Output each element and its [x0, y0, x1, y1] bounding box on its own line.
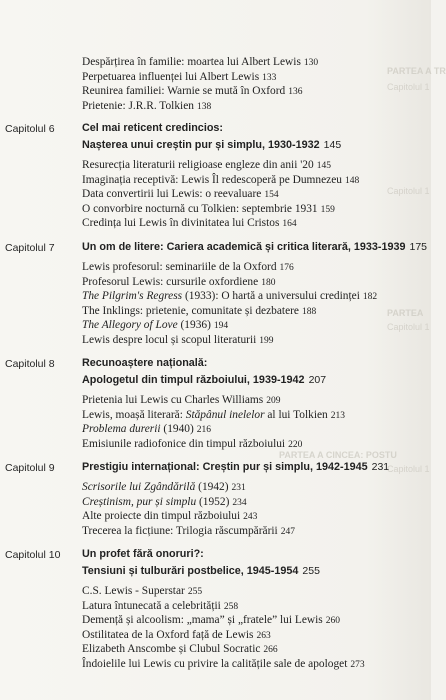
toc-entry: Credința lui Lewis în divinitatea lui Cristos 164	[82, 217, 297, 229]
toc-entry: O convorbire nocturnă cu Tolkien: septembrie 1931 159	[82, 202, 335, 215]
toc-entry: Latura întunecată a celebrității 258	[82, 599, 239, 612]
chapter-label: Capitolul 6	[5, 123, 55, 135]
toc-entry: Elizabeth Anscombe și Clubul Socratic 266	[82, 643, 278, 655]
toc-entry: Lewis despre locul și scopul literaturii 199	[82, 333, 274, 346]
toc-entry: Imaginația receptivă: Lewis Îl redescoperă pe Dumnezeu 148	[82, 173, 360, 186]
toc-entry: Reunirea familiei: Warnie se mută în Oxford 136	[82, 85, 303, 97]
toc-entry: Profesorul Lewis: cursurile oxfordiene 180	[82, 275, 276, 288]
chapter-title: Un profet fără onoruri?:	[82, 548, 204, 560]
toc-entry: Prietenia lui Lewis cu Charles Williams 209	[82, 394, 281, 406]
toc-entry: Problema durerii (1940) 216	[82, 423, 212, 435]
toc-entry: Ostilitatea de la Oxford față de Lewis 263	[82, 628, 271, 641]
toc-entry: The Allegory of Love (1936) 194	[82, 319, 229, 331]
toc-entry: Data convertirii lui Lewis: o reevaluare 154	[82, 188, 279, 200]
chapter-title: Un om de litere: Cariera academică și critica literară, 1933-1939 175	[82, 241, 428, 253]
toc-entry: Alte proiecte din timpul războiului 243	[82, 510, 258, 522]
chapter-title: Tensiuni și tulburări postbelice, 1945-1954 255	[82, 565, 320, 577]
chapter-title: Prestigiu internațional: Creștin pur și simplu, 1942-1945 231	[82, 461, 390, 473]
toc-entry: Îndoielile lui Lewis cu privire la calitățile sale de apologet 273	[82, 657, 365, 670]
toc-entry: The Inklings: prietenie, comunitate și dezbatere 188	[82, 304, 317, 317]
bleed-through-text	[279, 0, 446, 700]
toc-entry: Prietenie: J.R.R. Tolkien 138	[82, 99, 212, 112]
chapter-title: Recunoaștere națională:	[82, 357, 208, 369]
toc-entry: Lewis profesorul: seminariile de la Oxford 176	[82, 261, 294, 273]
chapter-label: Capitolul 8	[5, 358, 55, 370]
bleed-line: Capitolul 1	[387, 186, 430, 196]
chapter-label: Capitolul 9	[5, 462, 55, 474]
chapter-label: Capitolul 10	[5, 549, 61, 561]
toc-entry: Creștinism, pur și simplu (1952) 234	[82, 495, 247, 508]
toc-entry: Scrisorile lui Zgândărilă (1942) 231	[82, 481, 246, 493]
toc-entry: Resurecția literaturii religioase engleze din anii '20 145	[82, 159, 331, 171]
bleed-line: PARTEA	[387, 308, 424, 318]
toc-entry: Despărțirea în familie: moartea lui Albert Lewis 130	[82, 56, 319, 68]
chapter-label: Capitolul 7	[5, 242, 55, 254]
toc-entry: Trecerea la ficțiune: Trilogia răscumpărării 247	[82, 524, 295, 537]
toc-entry: Lewis, moașă literară: Stăpânul inelelor al lui Tolkien 213	[82, 408, 345, 421]
bleed-line: PARTEA A CINCEA: POSTU	[279, 450, 397, 460]
bleed-line: Capitolul 1	[387, 322, 430, 332]
toc-entry: The Pilgrim's Regress (1933): O hartă a universului credinței 182	[82, 290, 378, 302]
toc-entry: Demență și alcoolism: „mama” și „fratele” lui Lewis 260	[82, 614, 340, 626]
chapter-title: Nașterea unui creștin pur și simplu, 1930-1932 145	[82, 139, 342, 151]
chapter-title: Cel mai reticent credincios:	[82, 122, 224, 134]
chapter-title: Apologetul din timpul războiului, 1939-1942 207	[82, 374, 327, 386]
toc-entry: Emisiunile radiofonice din timpul războiului 220	[82, 437, 303, 450]
bleed-line: PARTEA A TR	[387, 66, 446, 76]
toc-entry: C.S. Lewis - Superstar 255	[82, 585, 203, 597]
toc-entry: Perpetuarea influenței lui Albert Lewis 133	[82, 70, 277, 83]
bleed-line: Capitolul 1	[387, 464, 430, 474]
bleed-line: Capitolul 1	[387, 82, 430, 92]
